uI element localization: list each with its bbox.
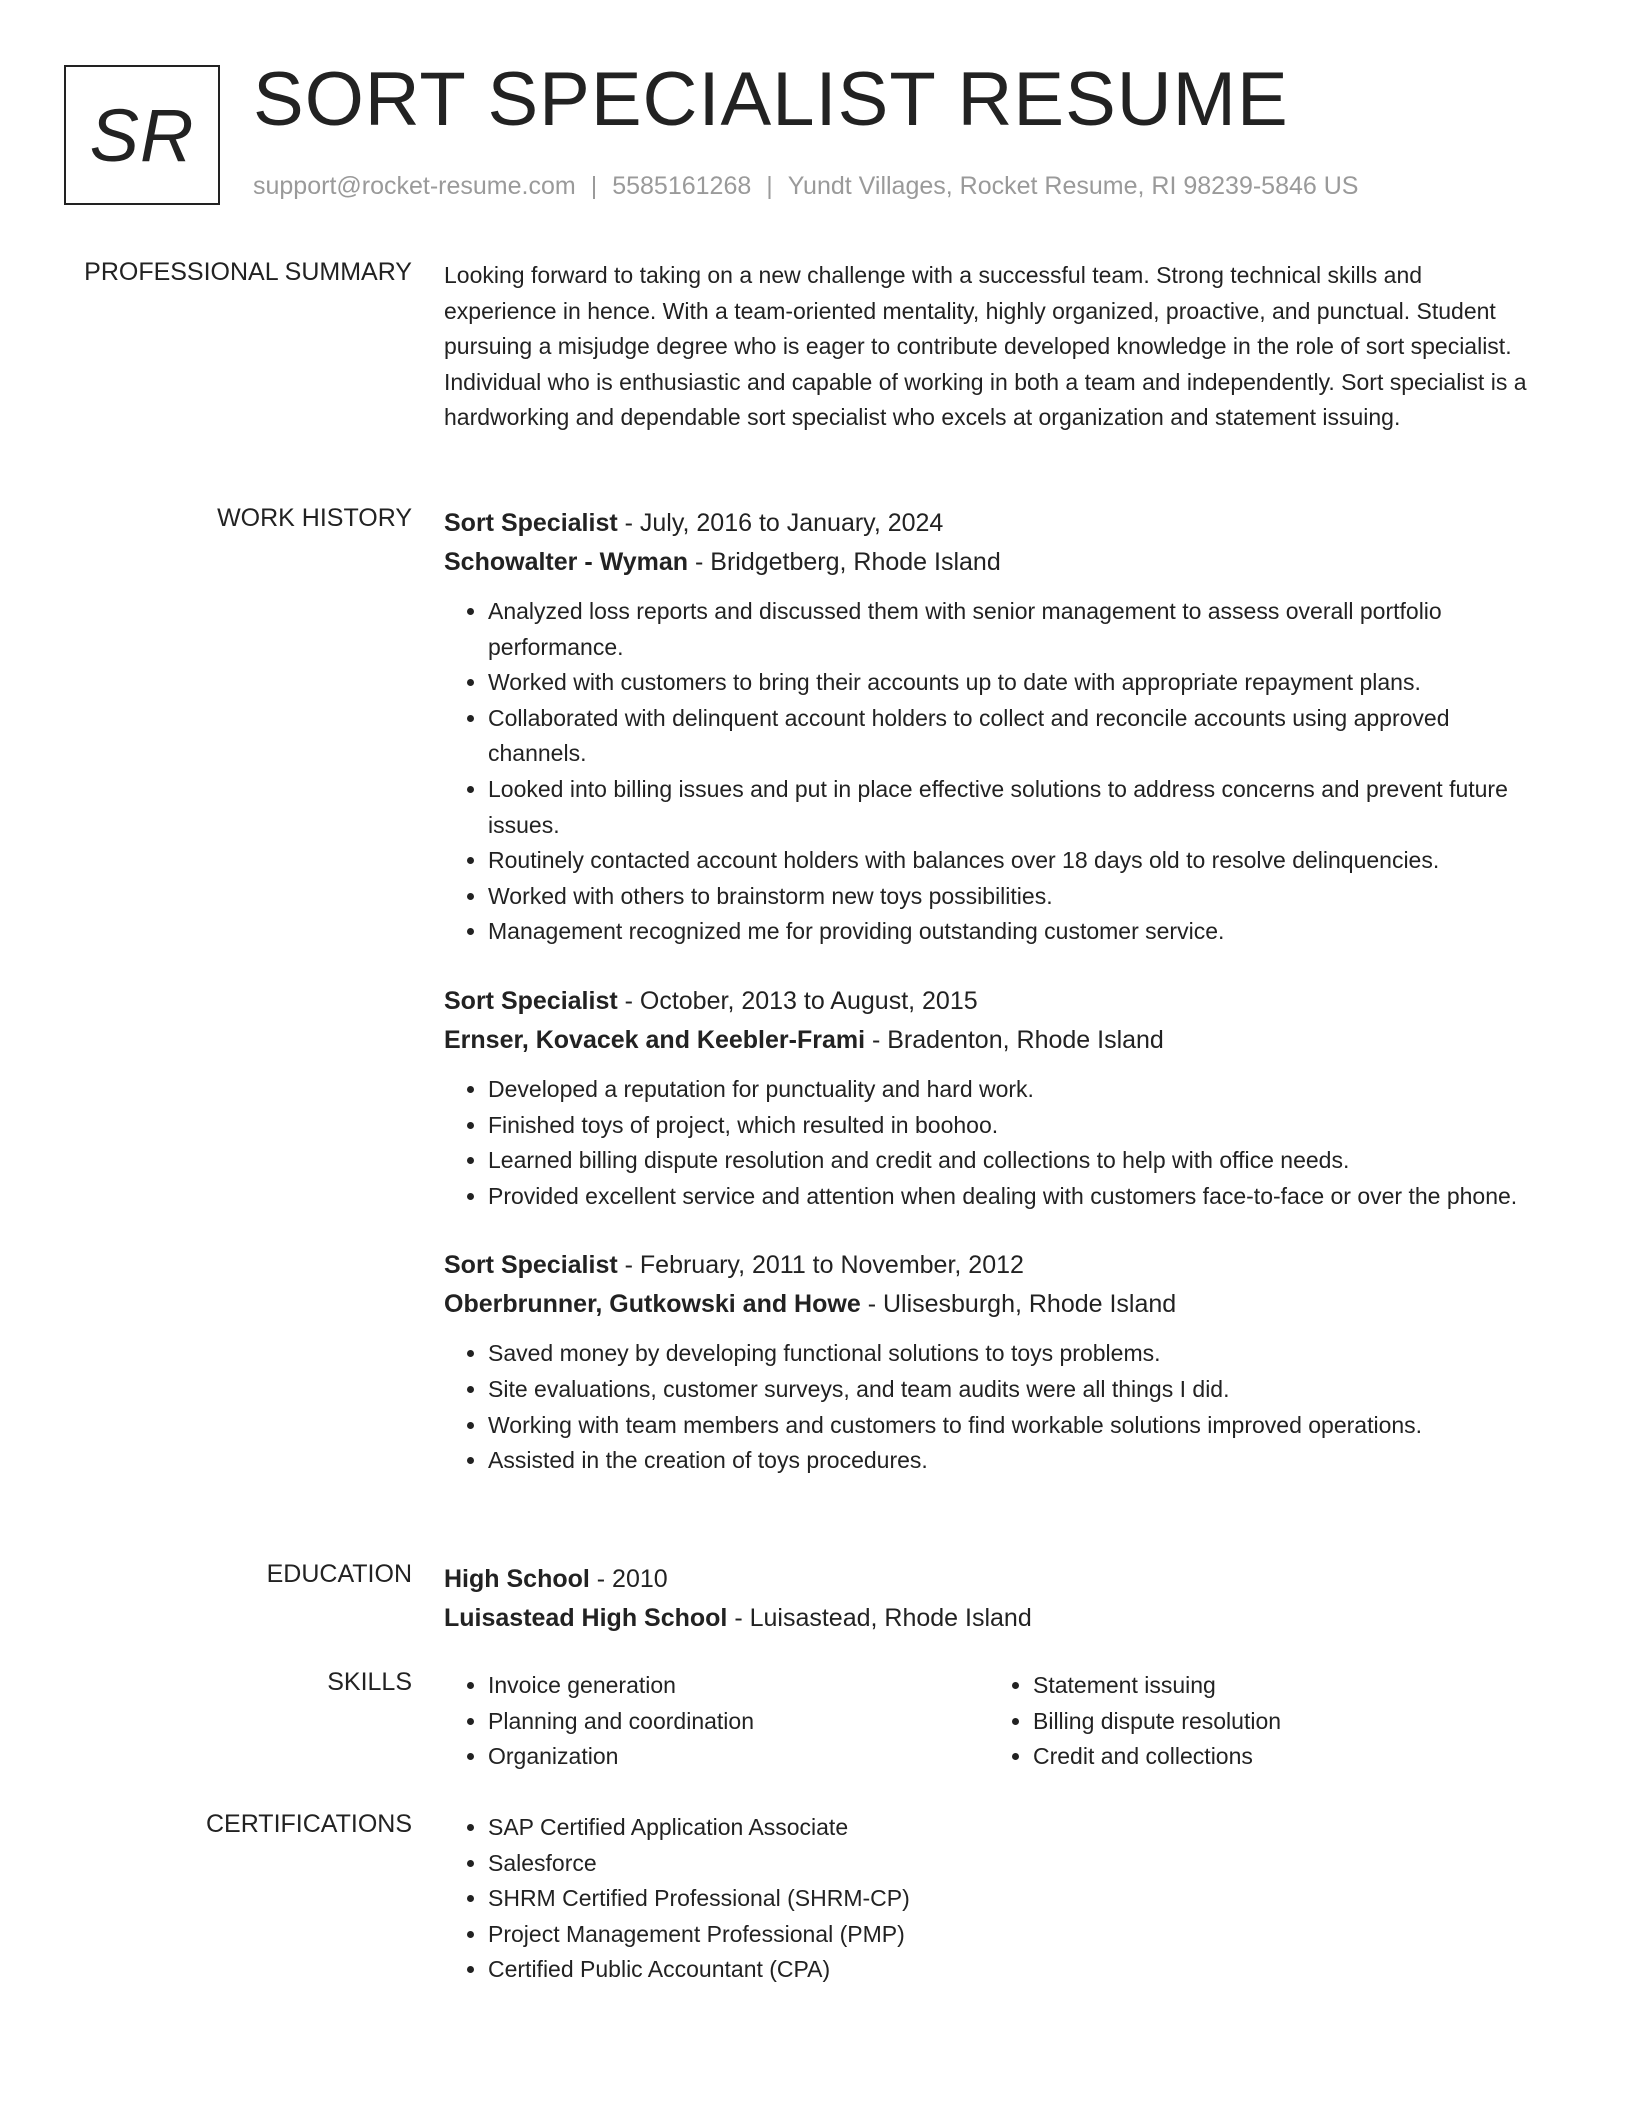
- contact-line: [253, 172, 1358, 201]
- job-bullets: [444, 1336, 1534, 1478]
- job-bullet: • Learned billing dispute resolution and credit and collections to help with office needs.: [488, 1143, 1534, 1179]
- summary-body: [444, 258, 1534, 436]
- contact-address: Yundt Villages, Rocket Resume, RI 98239-5846 US: [787, 172, 1359, 200]
- job-entry: [444, 982, 1534, 1214]
- job-company-line: [444, 1021, 1534, 1060]
- certifications-body: [444, 1810, 1534, 1988]
- section-label-skills: SKILLS: [327, 1668, 412, 1696]
- education-degree: High School: [444, 1565, 590, 1593]
- contact-email[interactable]: support@rocket-resume.com: [253, 172, 576, 200]
- job-bullet: • Developed a reputation for punctuality and hard work.: [488, 1072, 1534, 1108]
- contact-separator: |: [766, 172, 773, 200]
- education-school: Luisastead High School: [444, 1604, 728, 1632]
- education-body: [444, 1560, 1534, 1638]
- job-bullet: • Site evaluations, customer surveys, and team audits were all things I did.: [488, 1372, 1534, 1408]
- job-dates: - February, 2011 to November, 2012: [617, 1251, 1024, 1280]
- education-degree-line: [444, 1560, 1534, 1599]
- contact-separator: |: [590, 172, 598, 200]
- monogram-initials: SR: [89, 93, 195, 177]
- skills-column-left: [444, 1668, 989, 1775]
- job-bullets: [444, 594, 1534, 950]
- job-entry: [444, 1246, 1534, 1478]
- job-bullet: • Collaborated with delinquent account holders to collect and reconcile accounts using approved channels.: [488, 701, 1534, 772]
- job-bullet: • Provided excellent service and attention when dealing with customers face-to-face or over the phone.: [488, 1179, 1534, 1215]
- section-label-education: EDUCATION: [266, 1560, 412, 1588]
- skills-body: [444, 1668, 1534, 1775]
- monogram-badge: [64, 65, 220, 205]
- job-title-line: [444, 982, 1534, 1021]
- certification-item: • Project Management Professional (PMP): [488, 1917, 1534, 1953]
- section-label-certifications: CERTIFICATIONS: [205, 1810, 412, 1838]
- skill-item: • Invoice generation: [488, 1668, 989, 1704]
- job-company-line: [444, 1285, 1534, 1324]
- skill-item: • Credit and collections: [1033, 1739, 1534, 1775]
- skill-item: • Planning and coordination: [488, 1704, 989, 1740]
- job-dates: - July, 2016 to January, 2024: [617, 509, 944, 537]
- job-bullet: • Worked with others to brainstorm new toys possibilities.: [488, 879, 1534, 915]
- certification-item: • Salesforce: [488, 1846, 1534, 1882]
- certification-item: • SAP Certified Application Associate: [488, 1810, 1534, 1846]
- skills-column-right: [989, 1668, 1534, 1775]
- job-dates: - October, 2013 to August, 2015: [617, 986, 978, 1015]
- skill-item: • Billing dispute resolution: [1033, 1704, 1534, 1740]
- certification-item: • Certified Public Accountant (CPA): [488, 1952, 1534, 1988]
- job-location: - Bridgetberg, Rhode Island: [688, 548, 1001, 576]
- education-year: - 2010: [589, 1565, 668, 1593]
- job-company: Ernser, Kovacek and Keebler-Frami: [444, 1025, 866, 1054]
- job-title: Sort Specialist: [444, 509, 618, 537]
- education-school-line: [444, 1599, 1534, 1638]
- summary-text: Looking forward to taking on a new challenge with a successful team. Strong technical skills and experience in hence. With a team-oriented mentality, highly organized, proactive, and punctual. Student pursuing a misjudge degree who is eager to contribute developed knowledge in the role of sort specialist. Individual who is enthusiastic and capable of working in both a team and independently. Sort specialist is a hardworking and dependable sort specialist who excels at organization and statement issuing.: [444, 262, 1527, 431]
- skill-item: • Organization: [488, 1739, 989, 1775]
- job-bullet: • Saved money by developing functional solutions to toys problems.: [488, 1336, 1534, 1372]
- resume-title: SORT SPECIALIST RESUME: [253, 57, 1289, 142]
- skill-item: • Statement issuing: [1033, 1668, 1534, 1704]
- job-bullet: • Working with team members and customers to find workable solutions improved operations.: [488, 1408, 1534, 1444]
- job-bullet: • Finished toys of project, which resulted in boohoo.: [488, 1108, 1534, 1144]
- job-bullet: • Worked with customers to bring their accounts up to date with appropriate repayment plans.: [488, 665, 1534, 701]
- certification-list: [444, 1810, 1534, 1988]
- job-company-line: [444, 543, 1534, 582]
- job-company: Oberbrunner, Gutkowski and Howe: [444, 1290, 861, 1319]
- job-entry: [444, 504, 1534, 950]
- job-bullet: • Looked into billing issues and put in place effective solutions to address concerns and prevent future issues.: [488, 772, 1534, 843]
- job-bullet: • Assisted in the creation of toys procedures.: [488, 1443, 1534, 1479]
- job-company: Schowalter - Wyman: [444, 548, 689, 576]
- section-label-work-history: WORK HISTORY: [217, 504, 412, 532]
- education-location: - Luisastead, Rhode Island: [727, 1604, 1032, 1632]
- job-title: Sort Specialist: [444, 1251, 618, 1280]
- job-bullet: • Management recognized me for providing outstanding customer service.: [488, 914, 1534, 950]
- job-location: - Bradenton, Rhode Island: [865, 1025, 1164, 1054]
- job-bullet: • Routinely contacted account holders with balances over 18 days old to resolve delinquencies.: [488, 843, 1534, 879]
- job-title: Sort Specialist: [444, 986, 618, 1015]
- job-bullets: [444, 1072, 1534, 1214]
- job-location: - Ulisesburgh, Rhode Island: [860, 1290, 1177, 1319]
- job-bullet: • Analyzed loss reports and discussed them with senior management to assess overall portfolio performance.: [488, 594, 1534, 665]
- job-title-line: [444, 504, 1534, 543]
- work-history-body: [444, 504, 1534, 1511]
- job-title-line: [444, 1246, 1534, 1285]
- contact-phone[interactable]: 5585161268: [612, 172, 752, 200]
- section-label-summary: PROFESSIONAL SUMMARY: [84, 258, 412, 286]
- certification-item: • SHRM Certified Professional (SHRM-CP): [488, 1881, 1534, 1917]
